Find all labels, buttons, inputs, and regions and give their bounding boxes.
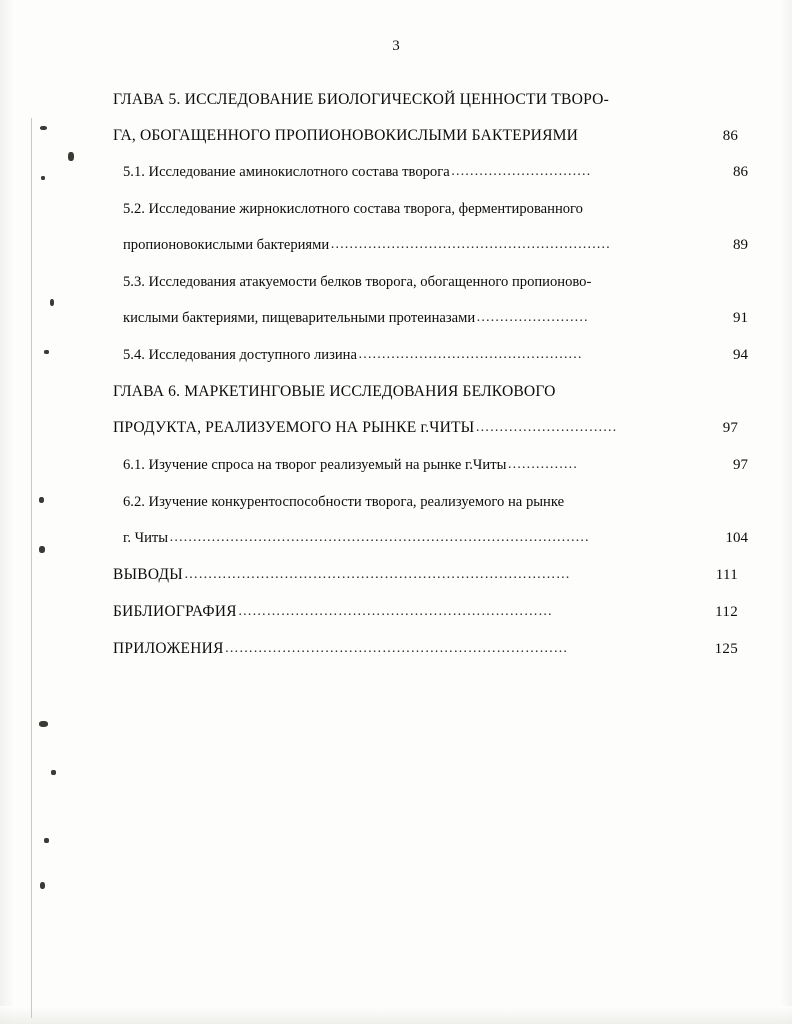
toc-leader: ………………………………………… <box>357 347 582 362</box>
toc-leader: …………………………………………………… <box>330 237 611 252</box>
toc-leader: ……………………………………………………………………………… <box>169 530 590 545</box>
toc-entry-title: ПРИЛОЖЕНИЯ <box>113 640 224 657</box>
scan-speck <box>39 721 48 727</box>
scan-edge-left <box>0 0 16 1024</box>
scan-speck <box>39 497 44 503</box>
toc-entry[interactable] <box>113 594 738 631</box>
table-of-contents <box>113 82 748 668</box>
toc-page-number: 86 <box>722 128 738 144</box>
scan-speck <box>51 770 56 775</box>
toc-entry-title: 5.1. Исследование аминокислотного состава творога <box>123 164 450 180</box>
toc-leader: …………………… <box>476 310 589 325</box>
toc-entry-title: ПРОДУКТА, РЕАЛИЗУЕМОГО НА РЫНКЕ г.ЧИТЫ <box>113 419 475 436</box>
toc-entry-title: ВЫВОДЫ <box>113 566 184 583</box>
binding-margin-line <box>31 118 32 1018</box>
scan-speck <box>44 838 49 843</box>
scan-edge-bottom <box>0 1006 792 1024</box>
toc-page-number: 94 <box>733 347 748 363</box>
toc-leader: ……………………………………………………………………… <box>184 567 571 582</box>
toc-entry[interactable] <box>113 557 738 594</box>
toc-entry[interactable] <box>113 374 738 410</box>
toc-entry-title: 6.2. Изучение конкурентоспособности творога, реализуемого на рынке <box>123 494 565 510</box>
toc-entry-title: ГА, ОБОГАЩЕННОГО ПРОПИОНОВОКИСЛЫМИ БАКТЕРИЯМИ <box>113 127 579 144</box>
toc-entry[interactable] <box>113 154 748 191</box>
scan-speck <box>40 126 47 130</box>
toc-entry-title: 5.2. Исследование жирнокислотного состава творога, ферментированного <box>123 201 583 217</box>
toc-entry-title: г. Читы <box>123 530 169 546</box>
toc-entry-title: 5.3. Исследования атакуемости белков творога, обогащенного пропионово- <box>123 274 592 290</box>
toc-entry[interactable] <box>113 82 738 118</box>
toc-entry[interactable] <box>113 337 748 374</box>
toc-entry[interactable] <box>113 484 748 520</box>
scan-speck <box>50 299 54 306</box>
scan-speck <box>68 152 74 161</box>
toc-entry[interactable] <box>113 191 748 227</box>
toc-entry-title: 5.4. Исследования доступного лизина <box>123 347 357 363</box>
toc-leader: ………………………… <box>475 420 617 435</box>
toc-leader: …………… <box>507 457 578 472</box>
toc-page-number: 112 <box>715 604 738 620</box>
toc-entry[interactable] <box>113 264 748 300</box>
scan-edge-right <box>778 0 792 1024</box>
toc-page-number: 97 <box>733 457 748 473</box>
toc-leader: ………………………… <box>450 164 591 179</box>
toc-page-number: 111 <box>715 567 738 583</box>
toc-page-number: 125 <box>714 641 738 657</box>
toc-entry-title: ГЛАВА 6. МАРКЕТИНГОВЫЕ ИССЛЕДОВАНИЯ БЕЛКОВОГО <box>113 383 556 400</box>
toc-entry-title: пропионовокислыми бактериями <box>123 237 330 253</box>
toc-entry[interactable] <box>113 520 748 557</box>
toc-entry[interactable] <box>113 447 748 484</box>
toc-page-number: 97 <box>722 420 738 436</box>
scan-speck <box>41 176 45 180</box>
toc-entry[interactable] <box>113 300 748 337</box>
toc-page-number: 91 <box>733 310 748 326</box>
toc-entry[interactable] <box>113 410 738 447</box>
toc-page-number: 89 <box>733 237 748 253</box>
toc-page-number: 86 <box>733 164 748 180</box>
scan-speck <box>39 546 45 553</box>
scan-speck <box>40 882 45 889</box>
toc-entry[interactable] <box>113 118 738 154</box>
toc-entry[interactable] <box>113 631 738 668</box>
toc-page-number: 104 <box>725 530 748 546</box>
toc-entry-title: кислыми бактериями, пищеварительными протеиназами <box>123 310 476 326</box>
toc-entry-title: БИБЛИОГРАФИЯ <box>113 603 237 620</box>
toc-leader: ……………………………………………………………… <box>224 641 568 656</box>
scan-speck <box>44 350 49 354</box>
page-number: 3 <box>392 38 400 54</box>
toc-entry[interactable] <box>113 227 748 264</box>
toc-leader: ………………………………………………………… <box>237 604 553 619</box>
toc-entry-title: ГЛАВА 5. ИССЛЕДОВАНИЕ БИОЛОГИЧЕСКОЙ ЦЕННОСТИ ТВОРО- <box>113 91 610 108</box>
toc-entry-title: 6.1. Изучение спроса на творог реализуемый на рынке г.Читы <box>123 457 507 473</box>
